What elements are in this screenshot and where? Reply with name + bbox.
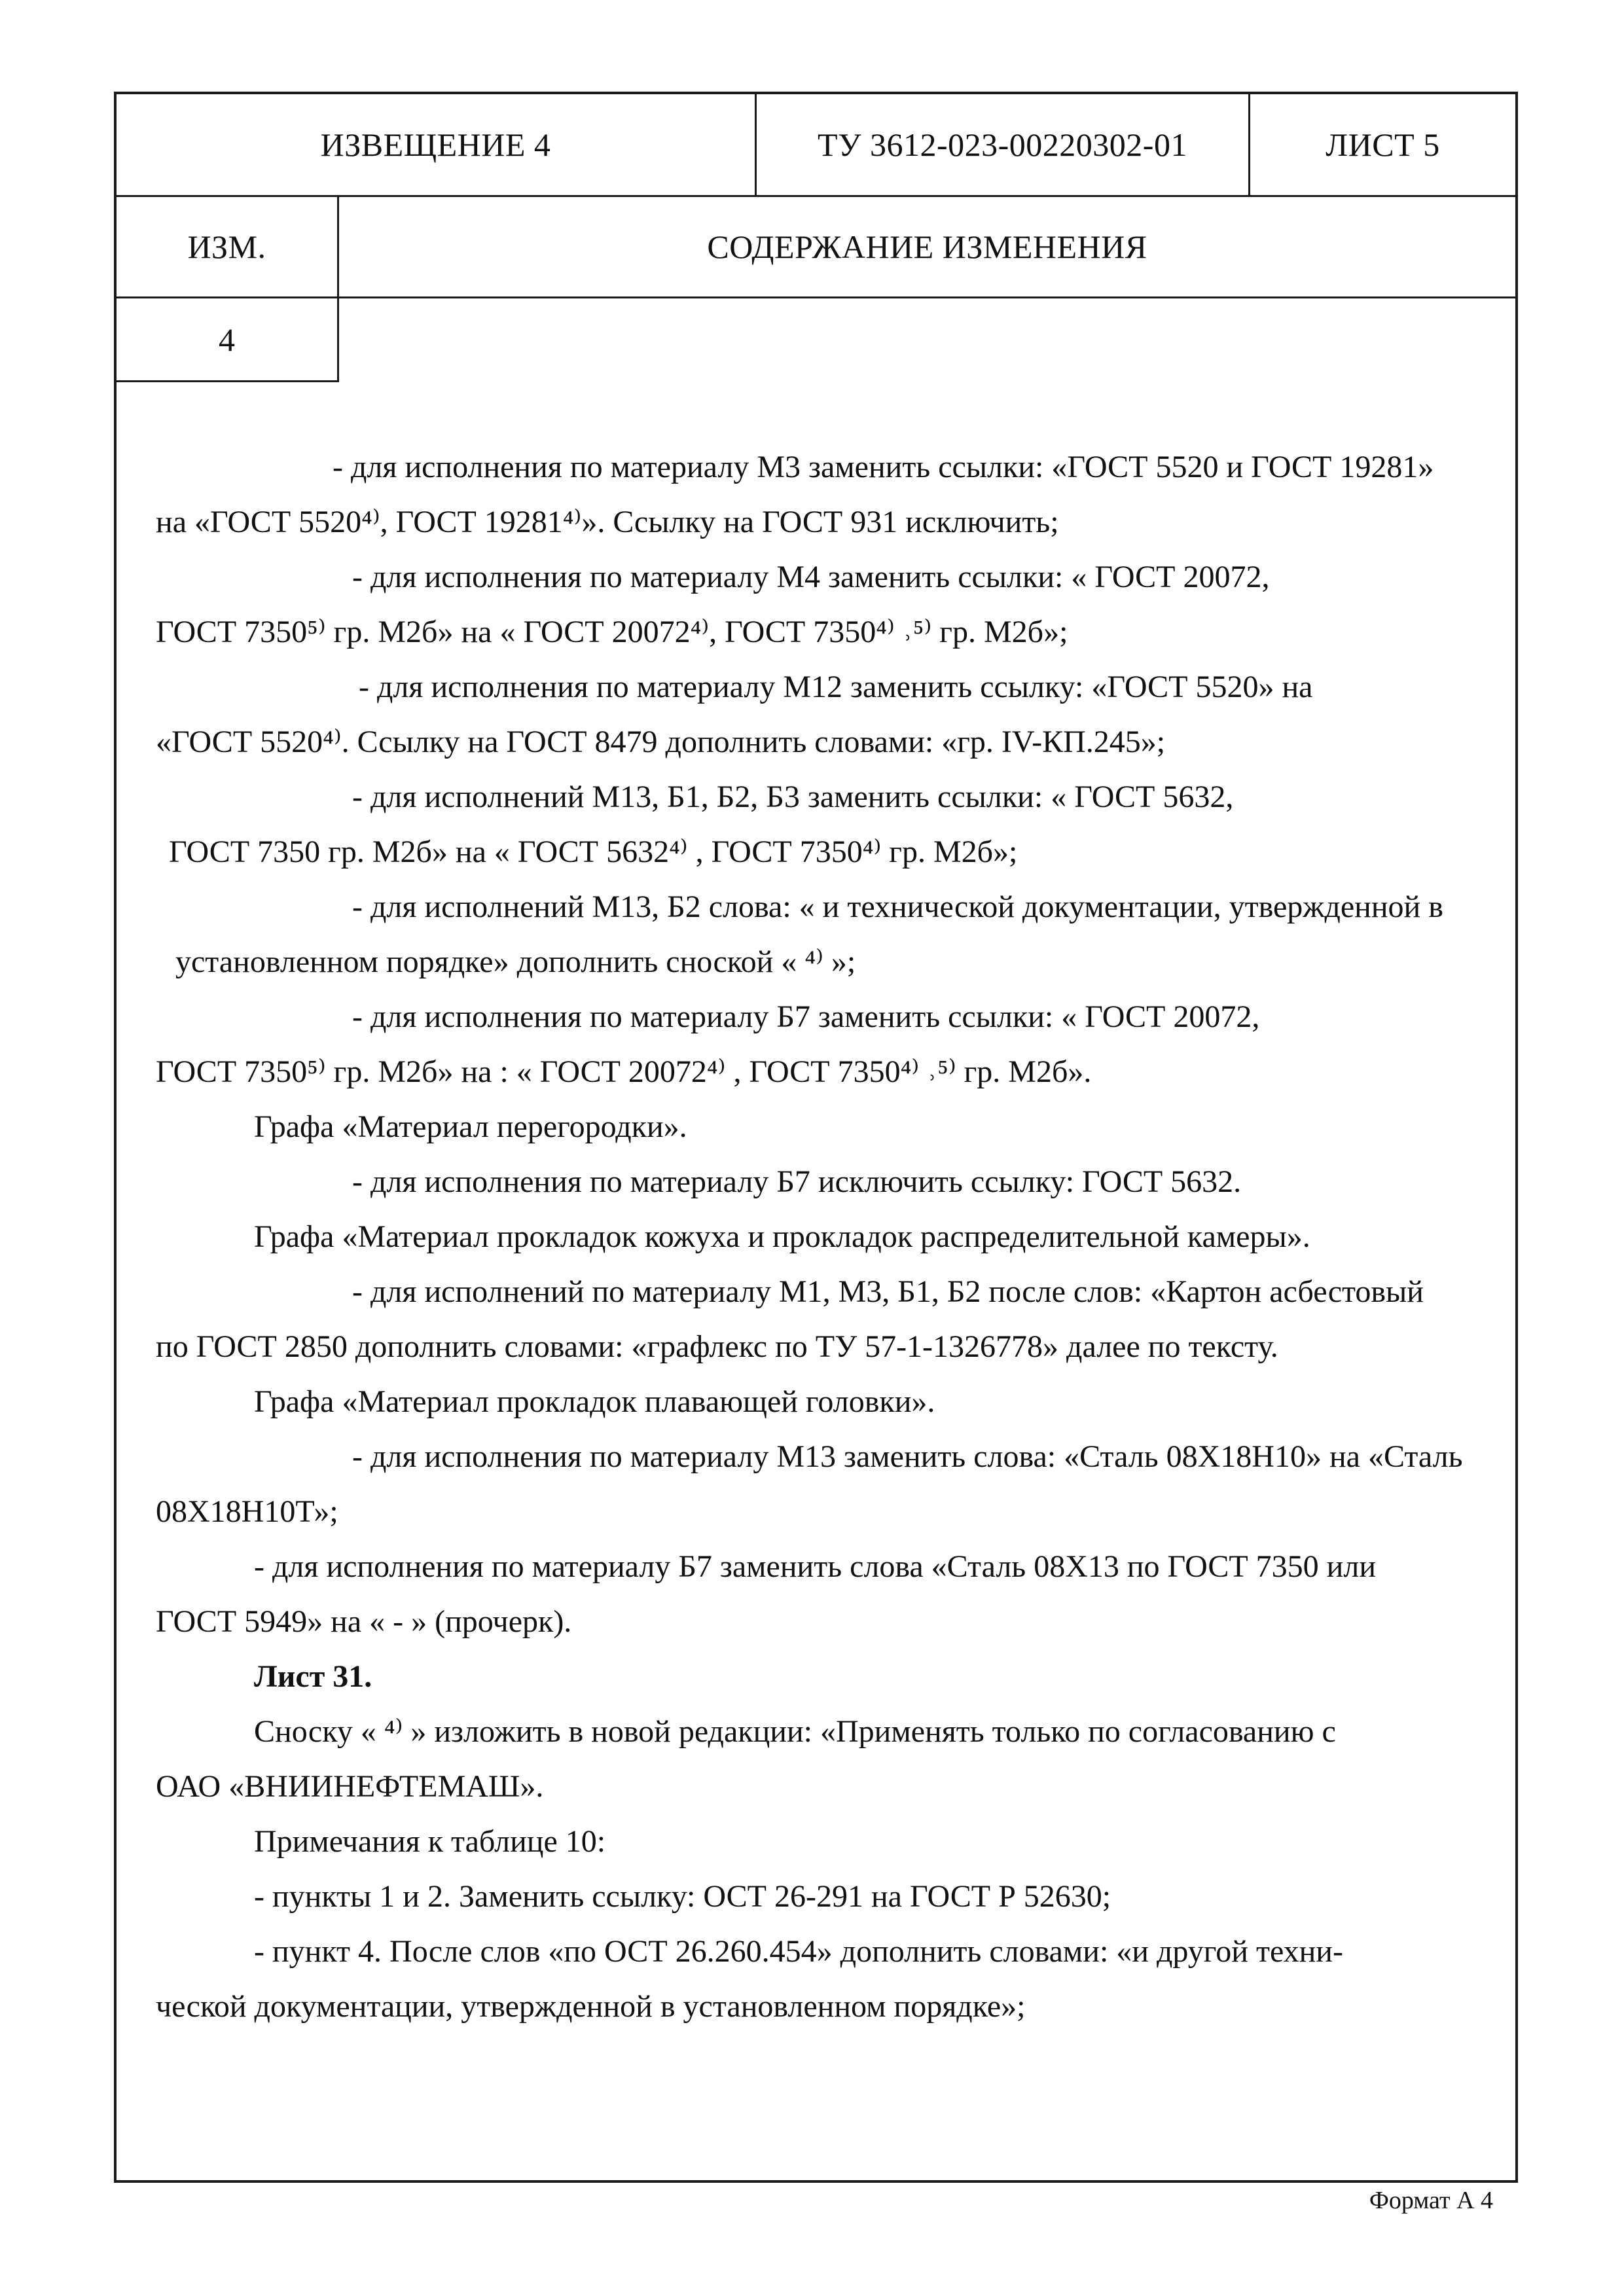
text-line: - для исполнения по материалу М13 заменить слова: «Сталь 08Х18Н10» на «Сталь [352,1439,1463,1474]
text-line: - для исполнений М13, Б2 слова: « и технической документации, утвержденной в [352,889,1443,924]
text-line: ГОСТ 5949» на « - » (прочерк). [156,1604,572,1639]
text-line: Графа «Материал перегородки». [254,1109,687,1144]
text-line: - для исполнения по материалу М4 заменить ссылки: « ГОСТ 20072, [352,560,1270,594]
text-line: - пункты 1 и 2. Заменить ссылку: ОСТ 26-291 на ГОСТ Р 52630; [254,1879,1111,1914]
text-line: Графа «Материал прокладок плавающей головки». [254,1384,935,1419]
text-line: - для исполнений М13, Б1, Б2, Б3 заменить ссылки: « ГОСТ 5632, [352,780,1234,814]
text-line: - для исполнения по материалу Б7 исключить ссылку: ГОСТ 5632. [352,1164,1242,1199]
text-line: установленном порядке» дополнить сноской « ⁴⁾ »; [175,944,856,979]
text-line: - для исполнения по материалу М12 заменить ссылку: «ГОСТ 5520» на [359,670,1313,704]
text-line: «ГОСТ 5520⁴⁾. Ссылку на ГОСТ 8479 дополнить словами: «гр. IV-КП.245»; [156,725,1166,759]
text-line: - для исполнения по материалу М3 заменить ссылки: «ГОСТ 5520 и ГОСТ 19281» [333,450,1434,484]
text-line: ГОСТ 7350⁵⁾ гр. М2б» на « ГОСТ 20072⁴⁾, ГОСТ 7350⁴⁾ ˒⁵⁾ гр. М2б»; [156,615,1068,649]
text-line: ческой документации, утвержденной в установленном порядке»; [156,1989,1026,2024]
notice-number: ИЗВЕЩЕНИЕ 4 [117,94,757,195]
sheet-number: ЛИСТ 5 [1326,126,1440,163]
text-line: 08Х18Н10Т»; [156,1494,338,1529]
text-line: - для исполнения по материалу Б7 заменить слова «Сталь 08Х13 по ГОСТ 7350 или [254,1549,1377,1584]
document-frame [114,92,1518,2183]
text-line: по ГОСТ 2850 дополнить словами: «графлекс по ТУ 57-1-1326778» далее по тексту. [156,1329,1278,1364]
text-line: ОАО «ВНИИНЕФТЕМАШ». [156,1769,544,1804]
text-line: ГОСТ 7350⁵⁾ гр. М2б» на : « ГОСТ 20072⁴⁾ , ГОСТ 7350⁴⁾ ˒⁵⁾ гр. М2б». [156,1054,1092,1089]
text-line: на «ГОСТ 5520⁴⁾, ГОСТ 19281⁴⁾». Ссылку на ГОСТ 931 исключить; [156,505,1059,539]
page-format: Формат А 4 [1369,2187,1493,2214]
text-line: ГОСТ 7350 гр. М2б» на « ГОСТ 5632⁴⁾ , ГОСТ 7350⁴⁾ гр. М2б»; [169,834,1018,869]
text-line: Примечания к таблице 10: [254,1824,606,1859]
text-line: Сноску « ⁴⁾ » изложить в новой редакции: «Применять только по согласованию с [254,1714,1336,1749]
sheet-heading: Лист 31. [254,1659,372,1694]
text-line: - для исполнения по материалу Б7 заменить ссылки: « ГОСТ 20072, [352,999,1260,1034]
document-code: ТУ 3612-023-00220302-01 [757,94,1250,195]
header-row [117,94,1515,197]
izm-number: 4 [117,298,339,382]
text-line: - для исполнений по материалу М1, М3, Б1, Б2 после слов: «Картон асбестовый [352,1274,1424,1309]
izm-label: ИЗМ. [117,197,339,296]
text-line: - пункт 4. После слов «по ОСТ 26.260.454» дополнить словами: «и другой техни- [254,1934,1343,1969]
header-row-2 [117,197,1515,298]
content-label: СОДЕРЖАНИЕ ИЗМЕНЕНИЯ [707,228,1147,265]
text-line: Графа «Материал прокладок кожуха и прокладок распределительной камеры». [254,1219,1310,1254]
